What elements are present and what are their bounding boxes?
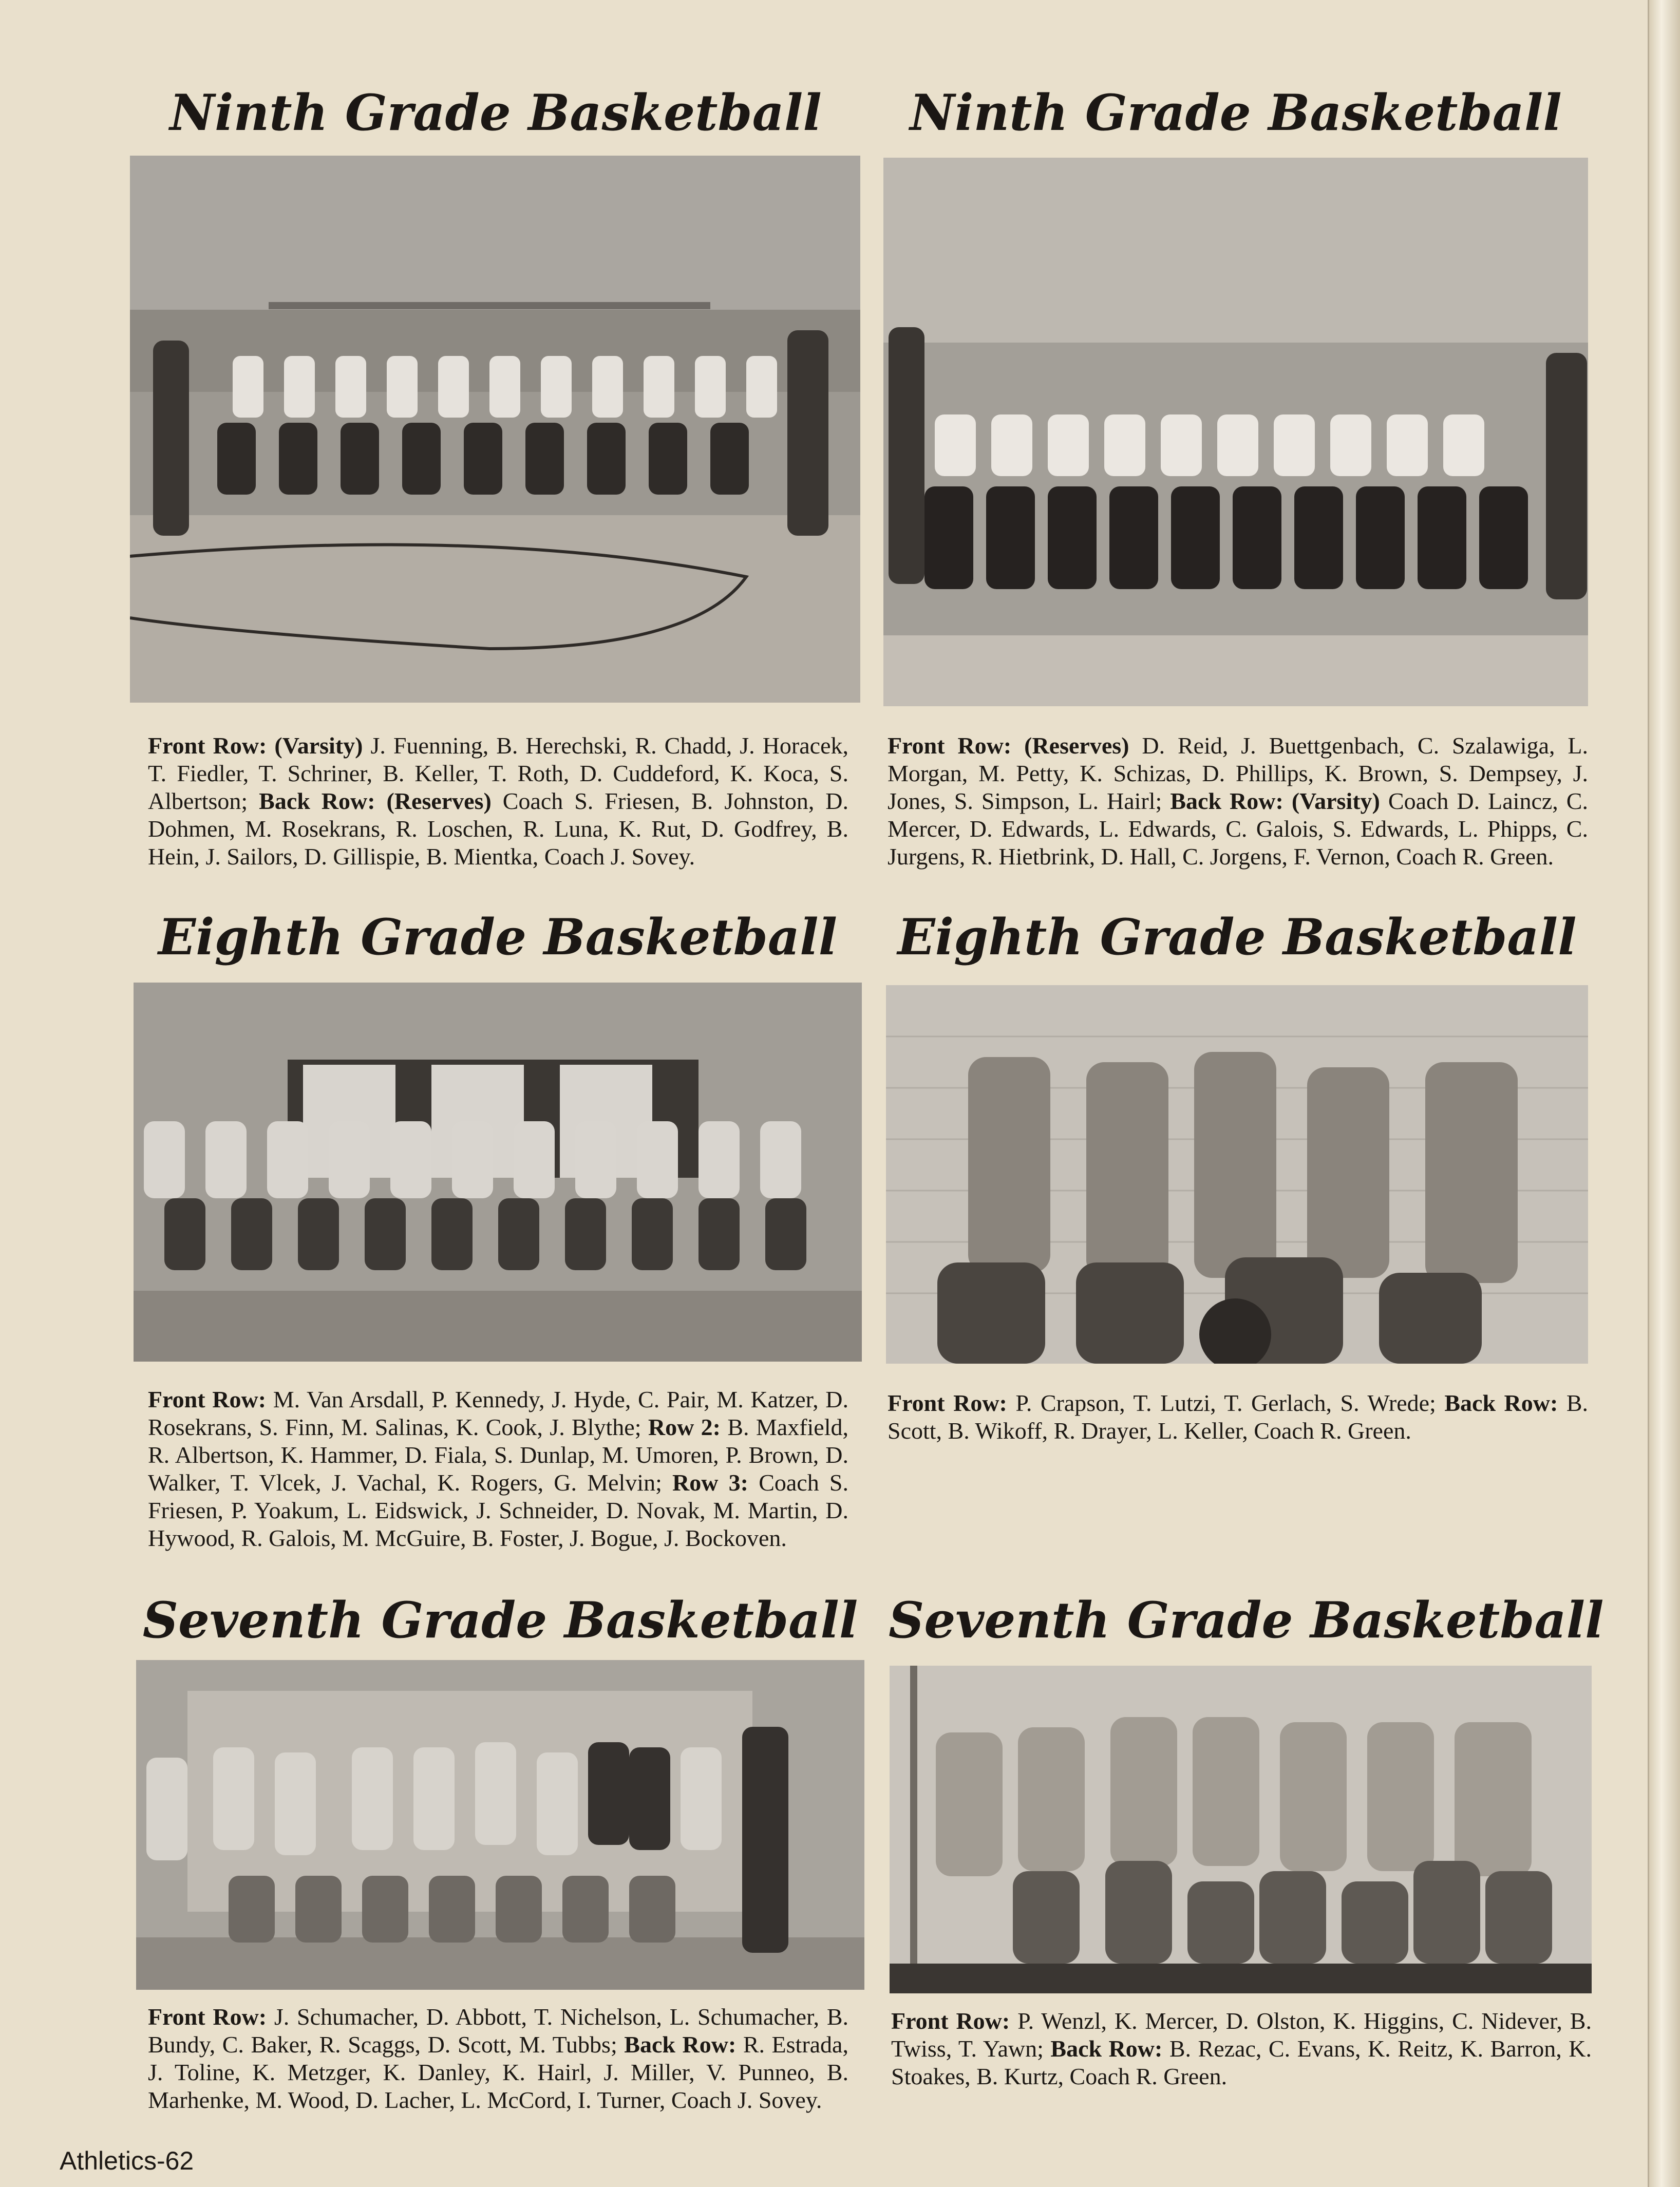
caption-label: Front Row: bbox=[148, 1386, 273, 1412]
caption-label: Row 3: bbox=[672, 1469, 759, 1496]
caption-text: B. Rezac, C. Evans, K. Reitz, K. Barron, K. Stoakes, B. Kurtz, Coach R. Green. bbox=[891, 2035, 1592, 2089]
team-photo bbox=[890, 1666, 1592, 1993]
photo-caption bbox=[891, 2007, 1592, 2090]
photo-caption bbox=[148, 732, 848, 871]
team-photo bbox=[136, 1660, 864, 1990]
caption-text: Coach D. Laincz, C. Mercer, D. Edwards, L. Edwards, C. Galois, S. Edwards, L. Phipps, C. Jurgens, R. Hietbrink, D. Hall, C. Jorgens, F. Vernon, Coach R. Green. bbox=[888, 788, 1588, 870]
section-title: Seventh Grade Basketball bbox=[142, 1591, 858, 1649]
caption-label: Front Row: bbox=[148, 2004, 274, 2030]
page-edge bbox=[1648, 0, 1680, 2187]
caption-label: Row 2: bbox=[648, 1414, 728, 1440]
photo-caption bbox=[148, 2003, 848, 2114]
caption-text: M. Van Arsdall, P. Kennedy, J. Hyde, C. Pair, M. Katzer, D. Rosekrans, S. Finn, M. Salinas, K. Cook, J. Blythe; bbox=[148, 1386, 848, 1440]
caption-label: Back Row: (Varsity) bbox=[1170, 788, 1388, 814]
caption-label: Back Row: bbox=[1444, 1390, 1566, 1416]
caption-label: Front Row: bbox=[891, 2008, 1018, 2034]
caption-label: Front Row: (Reserves) bbox=[888, 732, 1142, 759]
caption-text: R. Estrada, J. Toline, K. Metzger, K. Danley, K. Hairl, J. Miller, V. Punneo, B. Marhenke, M. Wood, D. Lacher, L. McCord, I. Turner, Coach J. Sovey. bbox=[148, 2031, 848, 2113]
section-title: Eighth Grade Basketball bbox=[897, 908, 1577, 966]
caption-label: Front Row: bbox=[888, 1390, 1016, 1416]
caption-text: J. Schumacher, D. Abbott, T. Nichelson, L. Schumacher, B. Bundy, C. Baker, R. Scaggs, D. Scott, M. Tubbs; bbox=[148, 2004, 849, 2058]
photo-caption bbox=[888, 732, 1588, 871]
team-photo bbox=[886, 985, 1588, 1364]
photo-caption bbox=[148, 1386, 848, 1552]
team-photo bbox=[130, 156, 860, 703]
page-footer: Athletics-62 bbox=[60, 2146, 194, 2175]
section-title: Ninth Grade Basketball bbox=[910, 84, 1562, 142]
caption-label: Front Row: (Varsity) bbox=[148, 732, 371, 759]
caption-label: Back Row: bbox=[624, 2031, 743, 2058]
photo-caption bbox=[888, 1389, 1588, 1445]
caption-text: B. Maxfield, R. Albertson, K. Hammer, D. Fiala, S. Dunlap, M. Umoren, P. Brown, D. Walker, T. Vlcek, J. Vachal, K. Rogers, G. Melvin; bbox=[148, 1414, 849, 1496]
team-photo bbox=[134, 983, 862, 1362]
section-title: Eighth Grade Basketball bbox=[158, 908, 838, 966]
caption-text: P. Wenzl, K. Mercer, D. Olston, K. Higgins, C. Nidever, B. Twiss, T. Yawn; bbox=[891, 2008, 1592, 2062]
caption-text: P. Crapson, T. Lutzi, T. Gerlach, S. Wrede; bbox=[1015, 1390, 1445, 1416]
section-title: Seventh Grade Basketball bbox=[889, 1591, 1604, 1649]
caption-label: Back Row: bbox=[1050, 2035, 1169, 2062]
team-photo bbox=[883, 158, 1588, 706]
caption-text: B. Scott, B. Wikoff, R. Drayer, L. Keller, Coach R. Green. bbox=[888, 1390, 1588, 1444]
caption-label: Back Row: (Reserves) bbox=[259, 788, 503, 814]
caption-text: Coach S. Friesen, B. Johnston, D. Dohmen, M. Rosekrans, R. Loschen, R. Luna, K. Rut, D. Godfrey, B. Hein, J. Sailors, D. Gillispie, B. Mientka, Coach J. Sovey. bbox=[148, 788, 848, 870]
caption-text: J. Fuenning, B. Herechski, R. Chadd, J. Horacek, T. Fiedler, T. Schriner, B. Keller, T. Roth, D. Cuddeford, K. Koca, S. Albertson; bbox=[148, 732, 848, 814]
section-title: Ninth Grade Basketball bbox=[169, 84, 822, 142]
caption-text: Coach S. Friesen, P. Yoakum, L. Eidswick, J. Schneider, D. Novak, M. Martin, D. Hywood, R. Galois, M. McGuire, B. Foster, J. Bogue, J. Bockoven. bbox=[148, 1469, 848, 1551]
caption-text: D. Reid, J. Buettgenbach, C. Szalawiga, L. Morgan, M. Petty, K. Schizas, D. Phillips, K. Brown, S. Dempsey, J. Jones, S. Simpson, L. Hairl; bbox=[888, 732, 1588, 814]
